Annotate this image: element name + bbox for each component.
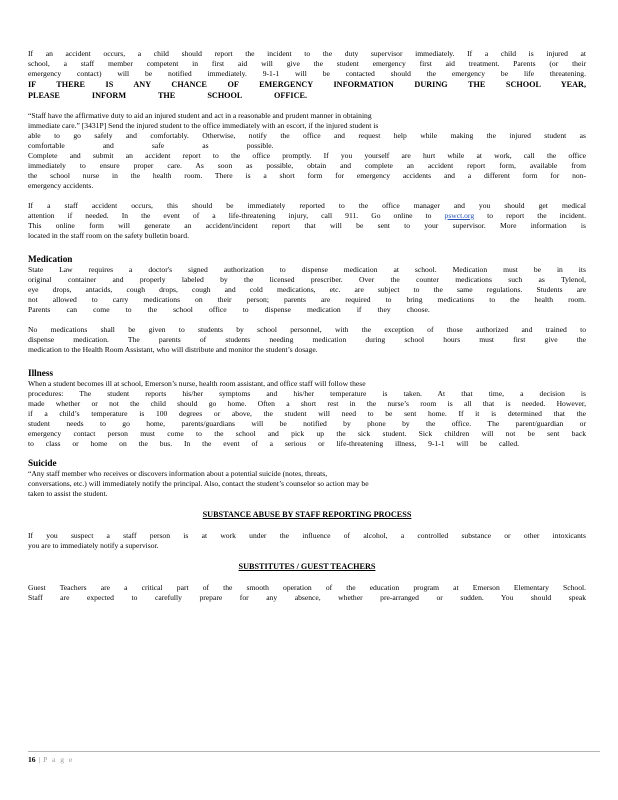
substance-abuse-title: SUBSTANCE ABUSE BY STAFF REPORTING PROCESS bbox=[202, 510, 412, 519]
page-number: 16 bbox=[28, 755, 36, 764]
text-line: made whether or not the child should go home. Often a short rest in the nurse’s room is all that is needed. However, bbox=[28, 399, 586, 408]
medication-section bbox=[28, 253, 586, 355]
illness-section bbox=[28, 367, 586, 449]
accident-intro-section bbox=[28, 49, 586, 101]
suicide-heading: Suicide bbox=[28, 458, 57, 468]
page-label: P a g e bbox=[43, 755, 74, 764]
footer-divider bbox=[28, 751, 600, 752]
text-line: emergency contact person must come to the school and pick up the sick student. Sick children will not be sent back bbox=[28, 429, 586, 438]
text-line: the school nurse in the health room. There is a short form for emergency accidents and a different form for non- bbox=[28, 171, 586, 180]
text-line: dispense medication. The parents of students needing medication during school hours must first give the bbox=[28, 335, 586, 344]
text-line: not allowed to carry medications on their person; parents are required to bring medications to the health room. bbox=[28, 295, 586, 304]
text-line: immediate care.” [3431P] Send the injured student to the office immediately with an escort, if the injured student is bbox=[28, 121, 379, 130]
text-line: Complete and submit an accident report to the office promptly. If you yourself are hurt while at work, call the office bbox=[28, 151, 586, 160]
emergency-notice-line: PLEASE INFORM THE SCHOOL OFFICE. bbox=[28, 91, 307, 100]
text-line: conversations, etc.) will immediately notify the principal. Also, contact the student’s counselor so action may be bbox=[28, 479, 369, 488]
text-line: located in the staff room on the safety bulletin board. bbox=[28, 231, 189, 240]
text-line: Staff are expected to carefully prepare for any absence, whether pre-arranged or sudden. You should speak bbox=[28, 593, 586, 602]
text-line bbox=[28, 211, 586, 221]
illness-heading: Illness bbox=[28, 368, 54, 378]
text-line: No medications shall be given to students by school personnel, with the exception of those authorized and trained to bbox=[28, 325, 586, 334]
text-line: taken to assist the student. bbox=[28, 489, 108, 498]
text-line: Parents can come to the school office to dispense medication if they choose. bbox=[28, 305, 430, 314]
text-line: If an accident occurs, a child should report the incident to the duty supervisor immediately. If a child is injured at bbox=[28, 49, 586, 58]
text-line: able to go safely and comfortably. Otherwise, notify the office and request help while making the injured student as bbox=[28, 131, 586, 140]
suicide-section bbox=[28, 457, 586, 499]
staff-accident-section bbox=[28, 201, 586, 241]
text-line: “Any staff member who receives or discovers information about a potential suicide (notes, threats, bbox=[28, 469, 328, 478]
text-line: This online form will generate an accident/incident report that will be sent to your supervisor. More information is bbox=[28, 221, 586, 230]
text-line: school, a staff member competent in first aid will give the student emergency first aid treatment. Parents (or their bbox=[28, 59, 586, 68]
text-fragment: attention if needed. In the event of a life-threatening injury, call 911. Go online to bbox=[28, 211, 432, 220]
footer-separator: | bbox=[38, 755, 41, 764]
text-line: If you suspect a staff person is at work under the influence of alcohol, a controlled substance or other intoxicants bbox=[28, 531, 586, 540]
text-line: immediately to ensure proper care. As soon as possible, obtain and complete an accident report form, available from bbox=[28, 161, 586, 170]
medication-heading: Medication bbox=[28, 254, 73, 264]
text-line: If a staff accident occurs, this should be immediately reported to the office manager and you should get medical bbox=[28, 201, 586, 210]
substance-abuse-section bbox=[28, 509, 586, 551]
text-line: to class or home on the bus. In the event of a serious or life-threatening illness, 9-1-1 will be called. bbox=[28, 439, 520, 448]
page-content bbox=[28, 49, 586, 603]
text-line: Guest Teachers are a critical part of the smooth operation of the education program at Emerson Elementary School. bbox=[28, 583, 586, 592]
text-line: State Law requires a doctor's signed authorization to dispense medication at school. Medication must be in its bbox=[28, 265, 586, 274]
text-fragment: to report the incident. bbox=[487, 211, 586, 220]
substitutes-title: SUBSTITUTES / GUEST TEACHERS bbox=[238, 562, 376, 571]
text-line: When a student becomes ill at school, Emerson’s nurse, health room assistant, and office staff will follow these bbox=[28, 379, 366, 388]
text-line: student needs to go home, parents/guardians will be notified by phone by the office. The parent/guardian or bbox=[28, 419, 586, 428]
page-footer bbox=[28, 755, 74, 764]
text-line: you are to immediately notify a supervisor. bbox=[28, 541, 159, 550]
text-line: “Staff have the affirmative duty to aid an injured student and act in a reasonable and prudent manner in obtaining bbox=[28, 111, 372, 120]
pswct-link[interactable]: pswct.org bbox=[444, 211, 475, 220]
duty-to-aid-section bbox=[28, 111, 586, 191]
text-line: emergency accidents. bbox=[28, 181, 94, 190]
emergency-notice-line: IF THERE IS ANY CHANCE OF EMERGENCY INFORMATION DURING THE SCHOOL YEAR, bbox=[28, 80, 586, 89]
text-line: original container and properly labeled by the licensed prescriber. Over the counter medications such as Tylenol, bbox=[28, 275, 586, 284]
text-line: procedures: The student reports his/her symptoms and his/her temperature is taken. At that time, a decision is bbox=[28, 389, 586, 398]
text-line: comfortable and safe as possible. bbox=[28, 141, 274, 150]
text-line: medication to the Health Room Assistant, who will distribute and monitor the student’s dosage. bbox=[28, 345, 318, 354]
text-line: emergency contact) will be notified immediately. 9-1-1 will be contacted should the emergency be life threatening. bbox=[28, 69, 586, 78]
substitutes-section bbox=[28, 561, 586, 603]
text-line: if a child’s temperature is 100 degrees or above, the student will need to be sent home. If it is determined that the bbox=[28, 409, 586, 418]
text-line: eye drops, antacids, cough drops, cough and cold medications, etc. are subject to the same regulations. Students are bbox=[28, 285, 586, 294]
